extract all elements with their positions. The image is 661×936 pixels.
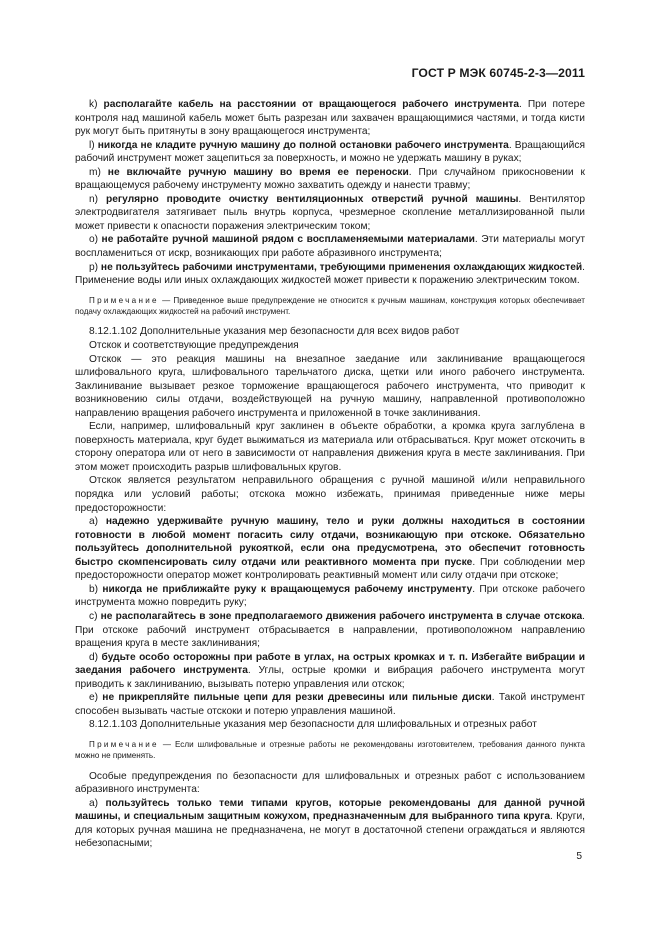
- item-a-wheels: a) пользуйтесь только теми типами кругов, которые рекомендованы для данной ручной машины, и специальным защитным кожухом, предназначенным для выбранного типа круга. Круги, для которых ручная машина не предназначена, не могут в достаточной степени ограждаться и являются небезопасными;: [75, 797, 586, 850]
- item-e-kickback: e) не прикрепляйте пильные цепи для резки древесины или пильные диски. Такой инструмент способен вызывать частые отскоки и потерю управления машиной.: [75, 692, 586, 717]
- item-d-kickback: d) будьте особо осторожны при работе в углах, на острых кромках и т. п. Избегайте вибрации и заедания рабочего инструмента. Углы, острые кромки и вибрация рабочего инструмента могут приводить к заклиниванию, вызывать потерю управления или отскок;: [75, 651, 585, 690]
- paragraph-kickback-example: Если, например, шлифовальный круг заклинен в объекте обработки, а кромка круга заглублена в поверхность материала, круг будет выжиматься из материала или отбрасываться. Круг может отскочить в сторону оператора или от него в зависимости от направления движения круга в месте заклинивания. При этом может происходить разрыв шлифовальных кругов.: [75, 421, 585, 473]
- paragraph-kickback-cause: Отскок является результатом неправильного обращения с ручной машиной и/или неправильного порядка или условий работы; отскока можно избежать, принимая приведенные ниже меры предосторожности:: [75, 475, 585, 514]
- item-a-kickback: a) надежно удерживайте ручную машину, тело и руки должны находиться в состоянии готовности в любой момент погасить силу отдачи, возникающую при отскоке. Обязательно пользуйтесь дополнительной рукояткой, если она предусмотрена, это обеспечит готовность быстро скомпенсировать силу отдачи или реактивного момента при пуске. При соблюдении мер предосторожности оператор может контролировать реактивный момент или силу отдачи при отскоке;: [75, 516, 585, 582]
- item-p: p) не пользуйтесь рабочими инструментами, требующими применения охлаждающих жидкостей. Применение воды или иных охлаждающих жидкостей может привести к поражению электрическим током.: [75, 261, 585, 287]
- item-m: m) не включайте ручную машину во время ее переноски. При случайном прикосновении к вращающемуся рабочему инструменту можно захватить одежду и нанести травму;: [75, 166, 585, 192]
- note-coolant: Примечание — Приведенное выше предупреждение не относится к ручным машинам, конструкция которых обеспечивает подачу охлаждающих жидкостей на рабочий инструмент.: [75, 295, 585, 317]
- note-grinding: Примечание — Если шлифовальные и отрезные работы не рекомендованы изготовителем, требования данного пункта можно не применять.: [75, 739, 585, 761]
- section-heading-8-12-1-102: 8.12.1.102 Дополнительные указания мер безопасности для всех видов работ: [89, 326, 460, 338]
- standard-designation: ГОСТ Р МЭК 60745-2-3—2011: [411, 66, 585, 80]
- item-k: k) располагайте кабель на расстоянии от вращающегося рабочего инструмента. При потере контроля над машиной кабель может быть разрезан или захвачен вращающимися частями, и тогда кисти рук могут быть притянуты в зону вращающегося инструмента;: [75, 99, 585, 138]
- paragraph-special-warnings: Особые предупреждения по безопасности для шлифовальных и отрезных работ с использованием абразивного инструмента:: [75, 770, 585, 796]
- item-c-kickback: c) не располагайтесь в зоне предполагаемого движения рабочего инструмента в случае отскока. При отскоке рабочий инструмент отбрасывается в направлении, противоположном направлению вращения круга в месте заклинивания;: [75, 610, 585, 650]
- item-n: n) регулярно проводите очистку вентиляционных отверстий ручной машины. Вентилятор электродвигателя затягивает пыль внутрь корпуса, чрезмерное скопление металлизированной пыли может привести к опасности поражения электрическим током;: [75, 193, 586, 232]
- item-b-kickback: b) никогда не приближайте руку к вращающемуся рабочему инструменту. При отскоке рабочего инструмента можно повредить руку;: [75, 583, 586, 609]
- subheading-kickback: Отскок и соответствующие предупреждения: [89, 340, 299, 352]
- item-o: o) не работайте ручной машиной рядом с воспламеняемыми материалами. Эти материалы могут воспламениться от искр, возникающих при работе абразивного инструмента;: [75, 234, 585, 260]
- paragraph-kickback-definition: Отскок — это реакция машины на внезапное заедание или заклинивание вращающегося шлифовального круга, шлифовального тарельчатого диска, щетки или иного рабочего инструмента. Заклинивание вызывает резкое торможение вращающегося рабочего инструмента, что приводит к возникновению силы отдачи, воздействующей на ручную машину, направленной противоположно направлению вращения рабочего инструмента и приложенной в точке заклинивания.: [75, 353, 585, 419]
- section-heading-8-12-1-103: 8.12.1.103 Дополнительные указания мер безопасности для шлифовальных и отрезных работ: [89, 719, 537, 731]
- page-number: 5: [576, 851, 582, 862]
- item-l: l) никогда не кладите ручную машину до полной остановки рабочего инструмента. Вращающийся рабочий инструмент может зацепиться за поверхность, и можно не удержать машину в руках;: [75, 139, 585, 165]
- document-body: [75, 98, 585, 851]
